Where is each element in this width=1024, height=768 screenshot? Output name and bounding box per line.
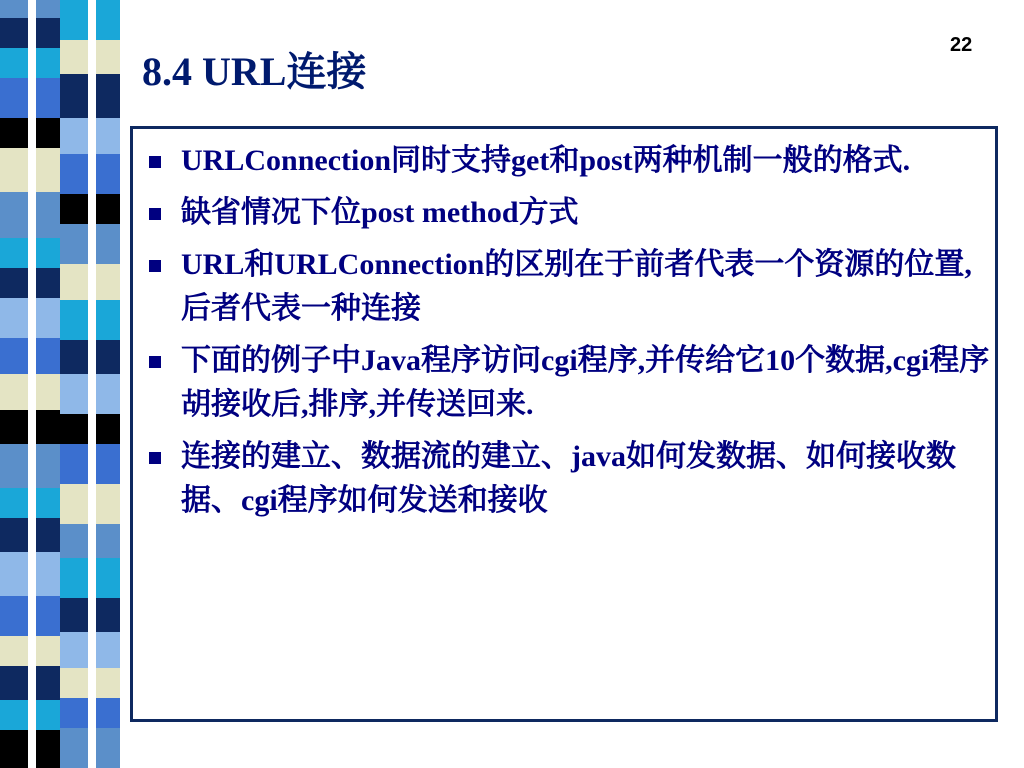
decorative-column-right xyxy=(60,0,120,768)
bullet-text: 连接的建立、数据流的建立、java如何发数据、如何接收数据、cgi程序如何发送和接收 xyxy=(181,440,956,517)
bullet-item xyxy=(133,191,995,235)
bullet-text: URL和URLConnection的区别在于前者代表一个资源的位置,后者代表一种连接 xyxy=(181,248,972,325)
square-bullet-icon xyxy=(149,356,161,368)
square-bullet-icon xyxy=(149,156,161,168)
bullet-text: URLConnection同时支持get和post两种机制一般的格式. xyxy=(181,144,911,177)
bullet-item xyxy=(133,139,995,183)
deco-stripe xyxy=(88,0,96,768)
decorative-side-bar xyxy=(0,0,120,768)
square-bullet-icon xyxy=(149,260,161,272)
bullet-item xyxy=(133,243,995,331)
bullet-list xyxy=(133,129,995,523)
deco-stripe xyxy=(28,0,36,768)
bullet-item xyxy=(133,339,995,427)
bullet-item xyxy=(133,435,995,523)
slide-title: 8.4 URL连接 xyxy=(142,49,367,94)
page-number: 22 xyxy=(950,34,973,56)
square-bullet-icon xyxy=(149,208,161,220)
decorative-column-left xyxy=(0,0,60,768)
content-box xyxy=(130,126,998,722)
square-bullet-icon xyxy=(149,452,161,464)
bullet-text: 缺省情况下位post method方式 xyxy=(181,196,579,229)
bullet-text: 下面的例子中Java程序访问cgi程序,并传给它10个数据,cgi程序胡接收后,排序,并传送回来. xyxy=(181,344,990,421)
